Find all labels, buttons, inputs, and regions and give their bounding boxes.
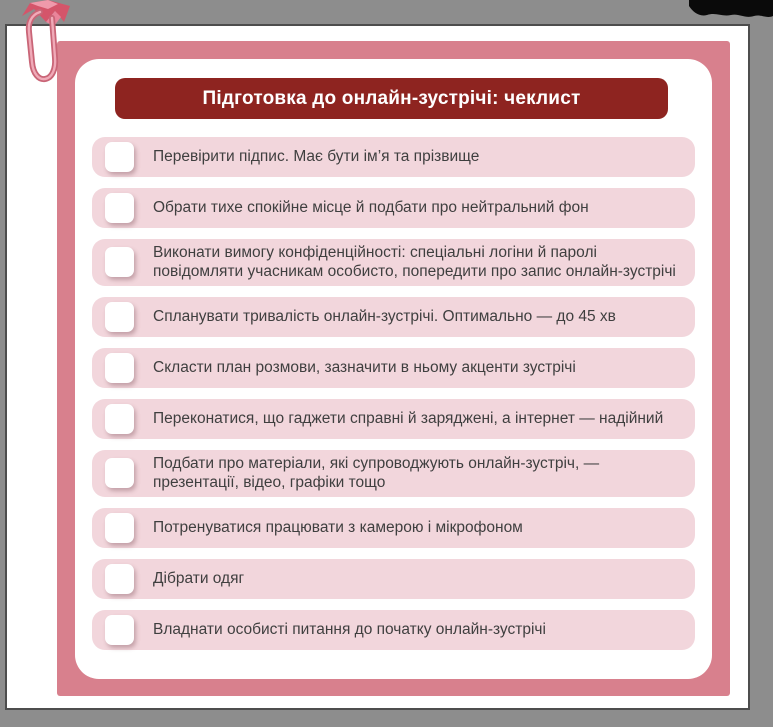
item-label: Обрати тихе спокійне місце й подбати про нейтральний фон: [153, 199, 589, 217]
checklist-item: [92, 188, 695, 228]
rose-frame: [57, 41, 730, 696]
checklist-item: [92, 610, 695, 650]
checklist-item: [92, 559, 695, 599]
corner-ink-mark: [689, 0, 773, 22]
item-checkbox[interactable]: [105, 353, 134, 383]
checklist: [92, 137, 695, 650]
item-checkbox[interactable]: [105, 615, 134, 645]
item-label: Переконатися, що гаджети справні й заряджені, а інтернет — надійний: [153, 410, 664, 428]
page-title: Підготовка до онлайн-зустрічі: чеклист: [202, 87, 581, 109]
item-checkbox[interactable]: [105, 193, 134, 223]
item-checkbox[interactable]: [105, 302, 134, 332]
item-label: Дібрати одяг: [153, 569, 245, 587]
checklist-item: [92, 137, 695, 177]
checklist-item: [92, 297, 695, 337]
checklist-item: [92, 399, 695, 439]
item-label: Перевірити підпис. Має бути ім’я та прізвище: [153, 148, 480, 166]
item-label: Спланувати тривалість онлайн-зустрічі. Оптимально — до 45 хв: [153, 308, 616, 326]
checklist-item: [92, 508, 695, 548]
page-sheet: [5, 24, 750, 710]
safety-pin-icon: [18, 0, 90, 92]
item-label: Потренуватися працювати з камерою і мікрофоном: [153, 518, 523, 536]
item-checkbox[interactable]: [105, 142, 134, 172]
title-banner: [115, 78, 668, 119]
item-checkbox[interactable]: [105, 458, 134, 488]
item-checkbox[interactable]: [105, 404, 134, 434]
item-checkbox[interactable]: [105, 513, 134, 543]
item-label: Владнати особисті питання до початку онлайн-зустрічі: [153, 620, 546, 638]
checklist-item: [92, 348, 695, 388]
checklist-item: [92, 450, 695, 497]
item-checkbox[interactable]: [105, 564, 134, 594]
checklist-panel: [75, 59, 712, 679]
checklist-item: [92, 239, 695, 286]
item-label: Скласти план розмови, зазначити в ньому акценти зустрічі: [153, 359, 576, 377]
item-label: Виконати вимогу конфіденційності: спеціальні логіни й паролі повідомляти учасникам особисто, попередити про запис онлайн-зустрічі: [153, 244, 676, 281]
item-checkbox[interactable]: [105, 247, 134, 277]
item-label: Подбати про матеріали, які супроводжують онлайн-зустріч, — презентації, відео, графіки тощо: [153, 454, 600, 492]
